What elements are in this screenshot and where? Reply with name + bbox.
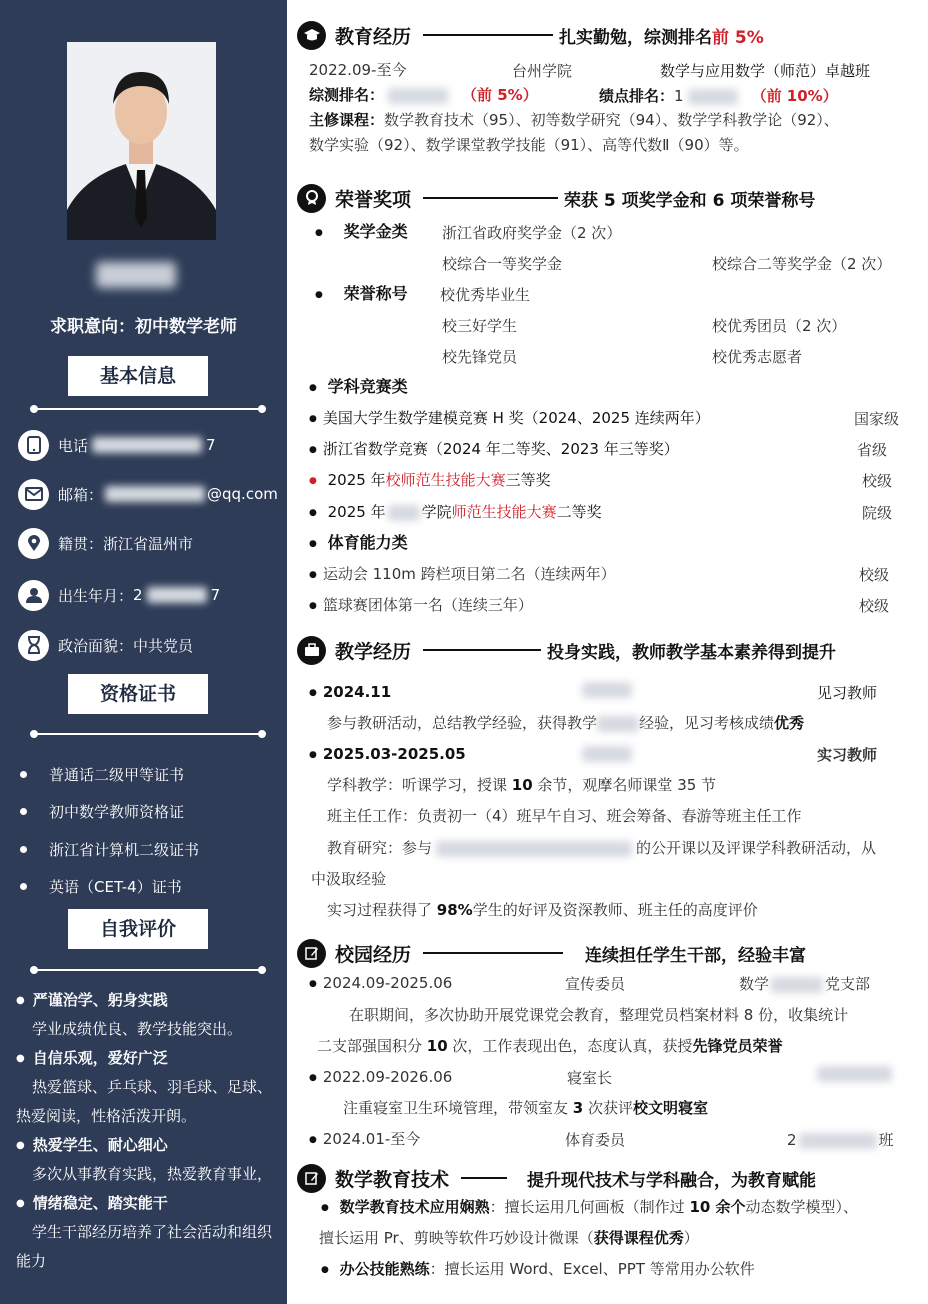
edit-icon <box>297 939 326 968</box>
section-rule <box>423 952 563 954</box>
honor-highlight: 校优秀毕业生 <box>440 286 531 304</box>
cert-item: 浙江省计算机二级证书 <box>20 839 199 860</box>
eval-heading: 自我评价 <box>68 909 208 949</box>
section-title: 数学教育技术 <box>335 1168 450 1191</box>
person-icon <box>18 580 49 611</box>
name-redacted <box>96 262 176 288</box>
title-category: ● 荣誉称号 <box>315 284 408 305</box>
honor-item: 校先锋党员 <box>442 348 518 366</box>
award-level: 校级 <box>862 472 893 490</box>
profile-photo <box>67 42 216 240</box>
divider <box>34 969 262 971</box>
political-label: 政治面貌： <box>58 636 134 655</box>
campus-date: ● 2024.09-2025.06 <box>309 973 452 994</box>
medal-icon <box>297 184 326 213</box>
section-rule <box>423 649 541 651</box>
edu-rank: 综测排名： （前 5%） <box>309 86 538 104</box>
political-value: 中共党员 <box>133 636 194 655</box>
section-slogan: 扎实勤勉，综测排名 <box>559 27 713 48</box>
campus-desc: 在职期间，多次协助开展党课党会教育，整理党员档案材料 8 份，收集统计 <box>349 1006 849 1024</box>
eval-title: ● 热爱学生、耐心细心 <box>16 1131 282 1160</box>
competition-item: ● 2025 年校师范生技能大赛三等奖 <box>309 470 551 491</box>
campus-org: 数学 党支部 <box>739 975 871 993</box>
email-row <box>18 478 278 510</box>
honor-item: 校综合一等奖学金 <box>442 255 563 273</box>
campus-role: 寝室长 <box>567 1069 613 1087</box>
eval-title: ● 严谨治学、躬身实践 <box>16 986 282 1015</box>
award-level: 国家级 <box>854 410 900 428</box>
phone-row <box>18 429 216 461</box>
email-tail: @qq.com <box>207 485 278 503</box>
edu-courses-cont: 数学实验（92）、数学课堂教学技能（91）、高等代数Ⅱ（90）等。 <box>309 136 749 154</box>
section-slogan: 连续担任学生干部，经验丰富 <box>585 945 807 966</box>
redacted <box>582 682 632 698</box>
edu-courses: 主修课程：数学教育技术（95）、初等数学研究（94）、数学学科教学论（92）、 <box>309 111 839 129</box>
native-label: 籍贯： <box>58 534 104 553</box>
location-icon <box>18 528 49 559</box>
award-level: 院级 <box>862 504 893 522</box>
campus-role: 体育委员 <box>565 1131 626 1149</box>
eval-text: 学生干部经历培养了社会活动和组织能力 <box>16 1223 273 1270</box>
edu-major: 数学与应用数学（师范）卓越班 <box>660 62 871 80</box>
cert-heading: 资格证书 <box>68 674 208 714</box>
section-slogan-highlight: 前 5% <box>712 27 764 48</box>
tech-heading <box>297 1161 816 1195</box>
email-label: 邮箱： <box>58 485 104 504</box>
edu-school: 台州学院 <box>512 62 573 80</box>
divider <box>34 733 262 735</box>
section-title: 教育经历 <box>335 25 412 48</box>
award-level: 省级 <box>857 441 888 459</box>
eval-text: 学业成绩优良、教学技能突出。 <box>32 1020 243 1038</box>
teaching-role: 实习教师 <box>817 746 878 764</box>
award-level: 校级 <box>859 566 890 584</box>
edu-gpa: 绩点排名：1 （前 10%） <box>599 87 838 105</box>
edu-period: 2022.09-至今 <box>309 61 407 79</box>
competition-item: ● 美国大学生数学建模竞赛 H 奖（2024、2025 连续两年） <box>309 408 710 429</box>
section-title: 荣誉奖项 <box>335 188 412 211</box>
tech-item: ● 数学教育技术应用娴熟：擅长运用几何画板（制作过 10 余个动态数学模型）、 <box>321 1197 858 1218</box>
competition-item: ● 浙江省数学竞赛（2024 年二等奖、2023 年三等奖） <box>309 439 679 460</box>
teaching-desc: 实习过程获得了 98%学生的好评及资深教师、班主任的高度评价 <box>327 901 758 919</box>
campus-desc: 注重寝室卫生环境管理，带领室友 3 次获评校文明寝室 <box>343 1099 709 1117</box>
teaching-role: 见习教师 <box>817 684 878 702</box>
email-redacted <box>105 486 205 502</box>
section-slogan: 提升现代技术与学科融合，为教育赋能 <box>527 1170 817 1191</box>
eval-text: 热爱篮球、乒乓球、羽毛球、足球、热爱阅读，性格活泼开朗。 <box>16 1078 273 1125</box>
phone-tail: 7 <box>206 436 216 454</box>
campus-date: ● 2024.01-至今 <box>309 1129 420 1150</box>
briefcase-icon <box>297 636 326 665</box>
section-slogan: 荣获 5 项奖学金和 6 项荣誉称号 <box>564 190 816 211</box>
teaching-desc: 学科教学：听课学习，授课 10 余节，观摩名师课堂 35 节 <box>327 776 717 794</box>
phone-label: 电话 <box>58 436 89 455</box>
campus-heading <box>297 936 806 970</box>
native-row <box>18 527 193 559</box>
section-rule <box>423 197 558 199</box>
eval-text: 多次从事教育实践，热爱教育事业， <box>32 1165 273 1183</box>
honor-item: 校优秀志愿者 <box>712 348 803 366</box>
teaching-date: ● 2025.03-2025.05 <box>309 744 466 765</box>
political-row <box>18 629 193 661</box>
cert-item: 英语（CET-4）证书 <box>20 876 182 897</box>
scholarship-category: ● 奖学金类 <box>315 222 408 243</box>
hourglass-icon <box>18 630 49 661</box>
basic-info-heading: 基本信息 <box>68 356 208 396</box>
divider <box>34 408 262 410</box>
redacted <box>817 1066 892 1082</box>
award-level: 校级 <box>859 597 890 615</box>
eval-title: ● 自信乐观，爱好广泛 <box>16 1044 282 1073</box>
teaching-desc: 教育研究：参与 的公开课以及评课学科教研活动，从 <box>327 839 877 857</box>
teaching-desc: 参与教研活动，总结教学经验，获得教学 经验，见习考核成绩优秀 <box>327 714 805 732</box>
honor-item: 校三好学生 <box>442 317 518 335</box>
sidebar <box>0 0 287 1304</box>
self-evaluation <box>16 986 282 1276</box>
campus-org: 2 班 <box>787 1131 894 1149</box>
section-title: 校园经历 <box>335 943 412 966</box>
phone-redacted <box>92 437 202 453</box>
tech-item-cont: 擅长运用 Pr、剪映等软件巧妙设计微课（获得课程优秀） <box>319 1229 699 1247</box>
birth-row <box>18 579 220 611</box>
teaching-desc: 中汲取经验 <box>311 870 387 888</box>
competition-item: ● 2025 年 学院师范生技能大赛二等奖 <box>309 502 602 523</box>
redacted <box>582 746 632 762</box>
teaching-heading <box>297 633 836 667</box>
phone-icon <box>18 430 49 461</box>
section-slogan: 投身 <box>547 642 582 663</box>
birth-tail: 7 <box>210 586 221 604</box>
sport-item: ● 篮球赛团体第一名（连续三年） <box>309 595 533 616</box>
birth-label: 出生年月： <box>58 586 134 605</box>
job-intent: 求职意向：初中数学老师 <box>50 317 237 337</box>
section-rule <box>461 1177 507 1179</box>
cert-item: 普通话二级甲等证书 <box>20 764 184 785</box>
sport-item: ● 运动会 110m 跨栏项目第二名（连续两年） <box>309 564 616 585</box>
education-heading <box>297 18 764 52</box>
edit-icon <box>297 1164 326 1193</box>
campus-desc: 二支部强国积分 10 次，工作表现出色，态度认真，获授先锋党员荣誉 <box>317 1037 783 1055</box>
email-icon <box>18 479 49 510</box>
honor-highlight: 浙江省政府奖学金（2 次） <box>442 224 622 242</box>
birth-redacted <box>147 587 207 603</box>
honors-heading <box>297 181 815 215</box>
graduation-cap-icon <box>297 21 326 50</box>
honor-item: 校优秀团员（2 次） <box>712 317 847 335</box>
honor-item: 校综合二等奖学金（2 次） <box>712 255 892 273</box>
birth-head: 2 <box>133 586 143 604</box>
competition-category: ● 学科竞赛类 <box>309 377 408 398</box>
campus-date: ● 2022.09-2026.06 <box>309 1067 452 1088</box>
main-content <box>287 0 928 1304</box>
sport-category: ● 体育能力类 <box>309 533 408 554</box>
section-title: 教学经历 <box>335 640 412 663</box>
tech-item: ● 办公技能熟练：擅长运用 Word、Excel、PPT 等常用办公软件 <box>321 1259 755 1280</box>
teaching-date: ● 2024.11 <box>309 682 391 703</box>
section-rule <box>423 34 553 36</box>
eval-title: ● 情绪稳定、踏实能干 <box>16 1189 282 1218</box>
teaching-desc: 班主任工作：负责初一（4）班早午自习、班会筹备、春游等班主任工作 <box>327 807 802 825</box>
campus-role: 宣传委员 <box>565 975 626 993</box>
cert-item: 初中数学教师资格证 <box>20 801 184 822</box>
native-value: 浙江省温州市 <box>103 534 194 553</box>
section-slogan: 实践，教师教学基本素养得到提升 <box>581 642 837 663</box>
